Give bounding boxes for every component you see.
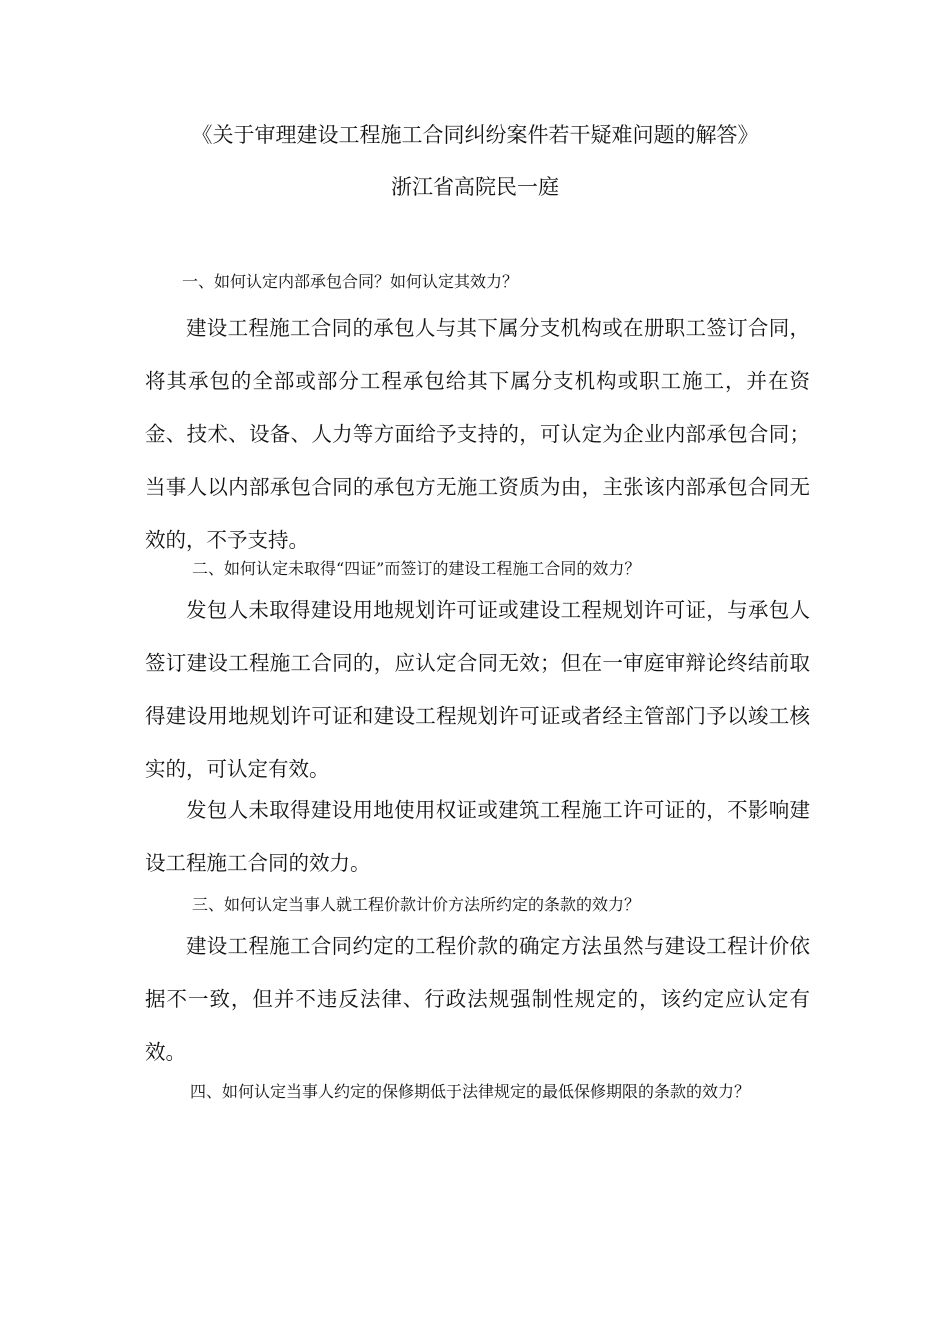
section-2-paragraph-1: 发包人未取得建设用地规划许可证或建设工程规划许可证，与承包人签订建设工程施工合同的，应认定合同无效；但在一审庭审辩论终结前取得建设用地规划许可证和建设工程规划许可证或者经主管部门予以竣工核实的，可认定有效。 — [145, 598, 810, 781]
section-4-question: 四、如何认定当事人约定的保修期低于法律规定的最低保修期限的条款的效力？ — [190, 1082, 751, 1101]
section-2-question: 二、如何认定未取得“四证”而签订的建设工程施工合同的效力？ — [192, 559, 641, 578]
section-1-question: 一、如何认定内部承包合同？如何认定其效力？ — [182, 272, 519, 291]
document-issuer: 浙江省高院民一庭 — [391, 175, 559, 199]
document-title: 《关于审理建设工程施工合同纠纷案件若干疑难问题的解答》 — [191, 123, 759, 147]
section-2-paragraph-2: 发包人未取得建设用地使用权证或建筑工程施工许可证的，不影响建设工程施工合同的效力。 — [145, 798, 810, 875]
section-1-paragraph-1: 建设工程施工合同的承包人与其下属分支机构或在册职工签订合同，将其承包的全部或部分工程承包给其下属分支机构或职工施工，并在资金、技术、设备、人力等方面给予支持的，可认定为企业内部承包合同；当事人以内部承包合同的承包方无施工资质为由，主张该内部承包合同无效的，不予支持。 — [145, 316, 810, 552]
section-3-paragraph-1: 建设工程施工合同约定的工程价款的确定方法虽然与建设工程计价依据不一致，但并不违反法律、行政法规强制性规定的，该约定应认定有效。 — [145, 934, 810, 1064]
section-3-question: 三、如何认定当事人就工程价款计价方法所约定的条款的效力？ — [192, 895, 641, 914]
